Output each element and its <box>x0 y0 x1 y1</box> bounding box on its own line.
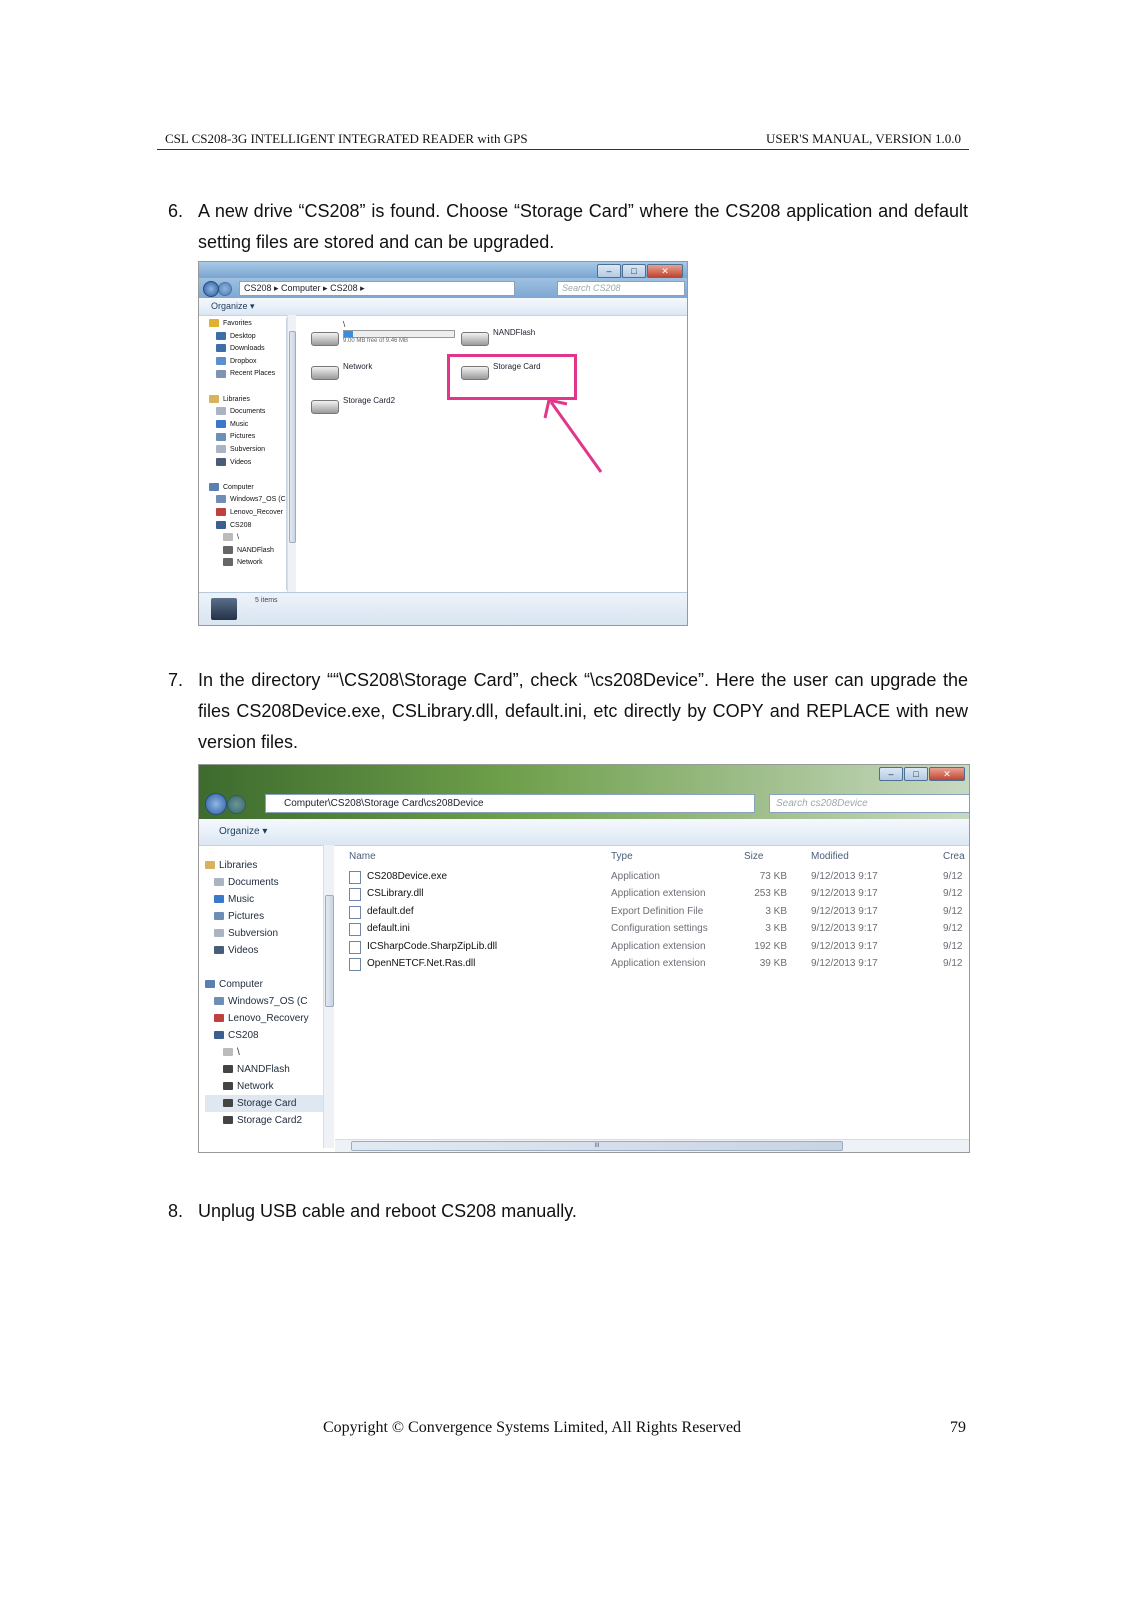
drive-label: Network <box>343 362 373 371</box>
nav-item[interactable] <box>209 356 286 369</box>
nav-item[interactable] <box>209 545 286 558</box>
address-bar-area <box>199 278 687 298</box>
nav-item-icon <box>214 997 224 1005</box>
nav-item-icon <box>214 878 224 886</box>
nav-spacer <box>209 381 286 394</box>
title-bar <box>199 262 687 278</box>
drive-icon <box>311 332 339 346</box>
file-size: 3 KB <box>765 923 787 935</box>
column-header-size[interactable]: Size <box>744 851 764 862</box>
file-row[interactable] <box>349 871 969 885</box>
nav-item-icon <box>223 1082 233 1090</box>
file-type: Configuration settings <box>611 923 708 935</box>
nav-item-label: Windows7_OS (C <box>230 496 286 504</box>
file-modified: 9/12/2013 9:17 <box>811 905 878 917</box>
nav-item[interactable] <box>209 343 286 356</box>
file-name: OpenNETCF.Net.Ras.dll <box>367 958 476 969</box>
drive-icon <box>461 332 489 346</box>
file-size: 39 KB <box>759 958 787 969</box>
column-header-created[interactable]: Crea <box>943 851 965 862</box>
nav-item-icon <box>209 319 219 327</box>
step-text: In the directory ““\CS208\Storage Card”, check “\cs208Device”. Here the user can upgrade the files CS208Device.exe, CSLibrary.dll, default.ini, etc directly by COPY and REPLACE with new version files. <box>198 670 968 752</box>
nav-item[interactable] <box>209 507 286 520</box>
nav-item-label: Videos <box>228 945 259 956</box>
nav-item-icon <box>223 1048 233 1056</box>
nav-item-label: Pictures <box>230 433 256 441</box>
organize-button[interactable]: Organize ▾ <box>211 301 255 311</box>
file-created: 9/12 <box>943 958 963 969</box>
nav-item-icon <box>223 546 233 554</box>
nav-item-icon <box>205 861 215 869</box>
nav-item[interactable] <box>209 457 286 470</box>
step-number: 6. <box>168 201 184 221</box>
nav-item-label: Subversion <box>228 928 279 939</box>
drive-label: Storage Card <box>493 362 541 371</box>
drive-capacity-bar <box>343 330 455 338</box>
nav-item-icon <box>216 508 226 516</box>
nav-item-label: NANDFlash <box>237 1064 290 1075</box>
nav-item-label: Network <box>237 559 263 567</box>
nav-scroll-thumb[interactable] <box>289 331 296 543</box>
nav-item-label: Videos <box>230 458 252 466</box>
nav-item-icon <box>223 1099 233 1107</box>
drive-icon <box>311 366 339 380</box>
nav-item-icon <box>216 332 226 340</box>
nav-item[interactable] <box>205 1027 323 1044</box>
minimize-icon[interactable]: – <box>879 767 903 781</box>
step-text: A new drive “CS208” is found. Choose “Storage Card” where the CS208 application and default setting files are stored and can be upgraded. <box>198 201 968 252</box>
nav-item-label: NANDFlash <box>237 546 274 554</box>
file-icon <box>349 906 361 919</box>
file-icon <box>349 871 361 884</box>
page-number: 79 <box>950 1419 966 1436</box>
nav-item[interactable] <box>205 942 323 959</box>
nav-item-label: Desktop <box>230 332 256 340</box>
nav-item[interactable] <box>205 874 323 891</box>
drive-free-space: 9.00 MB free of 9.46 MB <box>343 338 409 344</box>
nav-item[interactable] <box>205 925 323 942</box>
nav-spacer <box>209 469 286 482</box>
drive-label: NANDFlash <box>493 328 536 337</box>
nav-item-label: CS208 <box>228 1030 259 1041</box>
nav-item-icon <box>214 1014 224 1022</box>
organize-button[interactable]: Organize ▾ <box>219 826 268 837</box>
step-6 <box>168 196 968 258</box>
header-title: CSL CS208-3G INTELLIGENT INTEGRATED READER with GPS <box>165 131 528 146</box>
search-input[interactable]: Search cs208Device <box>769 794 970 813</box>
file-created: 9/12 <box>943 940 963 952</box>
nav-item[interactable] <box>205 993 323 1010</box>
file-created: 9/12 <box>943 923 963 935</box>
file-created: 9/12 <box>943 871 963 882</box>
toolbar <box>199 298 687 316</box>
nav-item-label: Network <box>237 1081 274 1092</box>
page-header <box>157 131 969 150</box>
title-bar <box>199 765 969 819</box>
nav-item-icon <box>205 980 215 988</box>
nav-item[interactable] <box>205 976 323 993</box>
nav-item-label: Recent Places <box>230 370 276 378</box>
nav-scrollbar[interactable] <box>287 315 296 592</box>
nav-item-icon <box>216 344 226 352</box>
device-icon <box>211 598 237 620</box>
back-button[interactable] <box>205 793 227 815</box>
file-icon <box>349 958 361 971</box>
maximize-icon[interactable]: □ <box>904 767 928 781</box>
nav-item[interactable] <box>209 406 286 419</box>
toolbar <box>199 819 969 846</box>
file-name: CS208Device.exe <box>367 871 448 882</box>
file-type: Application extension <box>611 888 706 900</box>
nav-item[interactable] <box>205 891 323 908</box>
nav-item[interactable] <box>209 520 286 533</box>
nav-item-icon <box>223 1116 233 1124</box>
copyright: Copyright © Convergence Systems Limited, All Rights Reserved <box>323 1419 742 1436</box>
file-modified: 9/12/2013 9:17 <box>811 940 878 952</box>
nav-item[interactable] <box>209 494 286 507</box>
nav-item-icon <box>223 558 233 566</box>
nav-item[interactable] <box>209 557 286 570</box>
address-input[interactable]: CS208 ▸ Computer ▸ CS208 ▸ <box>239 281 515 296</box>
file-size: 73 KB <box>759 871 787 882</box>
nav-scroll-thumb[interactable] <box>325 895 334 1007</box>
step-8 <box>168 1196 968 1227</box>
drive-icon <box>311 400 339 414</box>
drive-label: \ <box>343 320 346 329</box>
status-bar <box>199 592 687 626</box>
file-size: 253 KB <box>754 888 787 900</box>
column-header-modified[interactable]: Modified <box>811 851 849 862</box>
nav-item-label: Documents <box>230 408 266 416</box>
navigation-pane <box>205 857 324 1147</box>
file-row[interactable] <box>349 958 969 972</box>
nav-item-icon <box>216 357 226 365</box>
nav-item[interactable] <box>205 1061 323 1078</box>
file-type: Export Definition File <box>611 905 704 917</box>
nav-item[interactable] <box>205 1078 323 1095</box>
nav-item-icon <box>216 458 226 466</box>
file-created: 9/12 <box>943 905 963 917</box>
window-controls <box>879 767 965 781</box>
nav-item[interactable] <box>205 908 323 925</box>
nav-item-icon <box>216 445 226 453</box>
nav-item[interactable] <box>209 532 286 545</box>
nav-item-label: Libraries <box>219 860 258 871</box>
nav-item-label: Music <box>230 420 249 428</box>
nav-item-icon <box>223 533 233 541</box>
file-modified: 9/12/2013 9:17 <box>811 871 878 882</box>
nav-item-icon <box>214 1031 224 1039</box>
file-type: Application <box>611 871 660 882</box>
nav-item[interactable] <box>205 1095 323 1112</box>
nav-item[interactable] <box>205 1112 323 1129</box>
explorer-screenshot-cs208device <box>198 764 970 1153</box>
step-7 <box>168 665 968 758</box>
nav-item-label: Dropbox <box>230 357 257 365</box>
nav-item-label: Subversion <box>230 445 266 453</box>
nav-item[interactable] <box>209 318 286 331</box>
explorer-screenshot-cs208 <box>198 261 688 626</box>
nav-item[interactable] <box>209 331 286 344</box>
file-type: Application extension <box>611 958 706 969</box>
back-button[interactable] <box>203 281 219 297</box>
nav-item-label: \ <box>237 534 239 542</box>
nav-item-label: Computer <box>219 979 263 990</box>
window-controls <box>597 264 683 278</box>
nav-item-label: Lenovo_Recover <box>230 508 283 516</box>
file-modified: 9/12/2013 9:17 <box>811 958 878 969</box>
nav-item-icon <box>216 433 226 441</box>
nav-item-icon <box>214 929 224 937</box>
file-row[interactable] <box>349 906 969 920</box>
nav-scrollbar[interactable] <box>323 845 334 1148</box>
file-created: 9/12 <box>943 888 963 900</box>
nav-item[interactable] <box>205 1044 323 1061</box>
file-size: 3 KB <box>765 905 787 917</box>
nav-spacer <box>205 959 323 976</box>
nav-item-icon <box>216 495 226 503</box>
nav-item-icon <box>223 1065 233 1073</box>
maximize-icon[interactable]: □ <box>622 264 646 278</box>
nav-item-icon <box>214 946 224 954</box>
step-number: 8. <box>168 1201 184 1221</box>
file-row[interactable] <box>349 888 969 902</box>
nav-item-icon <box>216 407 226 415</box>
close-icon[interactable]: ✕ <box>647 264 683 278</box>
step-text: Unplug USB cable and reboot CS208 manually. <box>198 1201 577 1221</box>
nav-item[interactable] <box>209 394 286 407</box>
nav-item-label: \ <box>237 1047 240 1058</box>
nav-item-label: Storage Card2 <box>237 1115 303 1126</box>
nav-item-label: Pictures <box>228 911 265 922</box>
minimize-icon[interactable]: – <box>597 264 621 278</box>
file-modified: 9/12/2013 9:17 <box>811 888 878 900</box>
file-row[interactable] <box>349 941 969 955</box>
nav-item[interactable] <box>205 857 323 874</box>
nav-item-icon <box>209 395 219 403</box>
file-size: 192 KB <box>754 940 787 952</box>
file-row[interactable] <box>349 923 969 937</box>
file-name: CSLibrary.dll <box>367 888 424 900</box>
nav-item-icon <box>216 521 226 529</box>
nav-item[interactable] <box>209 431 286 444</box>
nav-item-label: Downloads <box>230 345 265 353</box>
nav-item-label: CS208 <box>230 521 252 529</box>
horizontal-scrollbar[interactable] <box>335 1139 969 1152</box>
navigation-pane <box>199 318 287 590</box>
nav-item[interactable] <box>209 368 286 381</box>
nav-item-icon <box>216 370 226 378</box>
file-icon <box>349 888 361 901</box>
nav-item-label: Favorites <box>223 320 252 327</box>
column-header-name[interactable]: Name <box>349 851 376 862</box>
item-count: 5 items <box>255 597 278 604</box>
drive-label: Storage Card2 <box>343 396 396 405</box>
column-header-type[interactable]: Type <box>611 851 633 862</box>
nav-item[interactable] <box>209 419 286 432</box>
nav-item[interactable] <box>205 1010 323 1027</box>
highlight-arrow <box>539 390 609 480</box>
nav-item-label: Computer <box>223 483 254 491</box>
address-input[interactable]: Computer\CS208\Storage Card\cs208Device <box>265 794 755 813</box>
forward-button[interactable] <box>218 282 232 296</box>
file-icon <box>349 923 361 936</box>
file-name: ICSharpCode.SharpZipLib.dll <box>367 940 498 952</box>
header-version: USER'S MANUAL, VERSION 1.0.0 <box>766 131 961 146</box>
file-modified: 9/12/2013 9:17 <box>811 923 878 935</box>
nav-item-icon <box>209 483 219 491</box>
nav-item-label: Lenovo_Recovery <box>228 1013 309 1024</box>
horizontal-scroll-thumb[interactable]: III <box>351 1141 843 1151</box>
nav-item-label: Storage Card <box>237 1098 297 1109</box>
nav-item-label: Music <box>228 894 255 905</box>
forward-button[interactable] <box>227 795 246 814</box>
nav-item-icon <box>216 420 226 428</box>
nav-item-label: Libraries <box>223 395 250 403</box>
nav-item-label: Documents <box>228 877 279 888</box>
nav-item-icon <box>214 912 224 920</box>
step-number: 7. <box>168 670 184 690</box>
nav-item[interactable] <box>209 482 286 495</box>
file-icon <box>349 941 361 954</box>
nav-item[interactable] <box>209 444 286 457</box>
close-icon[interactable]: ✕ <box>929 767 965 781</box>
file-name: default.ini <box>367 923 410 935</box>
nav-item-icon <box>214 895 224 903</box>
file-name: default.def <box>367 905 414 917</box>
file-type: Application extension <box>611 940 706 952</box>
search-input[interactable]: Search CS208 <box>557 281 685 296</box>
nav-item-label: Windows7_OS (C <box>228 996 308 1007</box>
